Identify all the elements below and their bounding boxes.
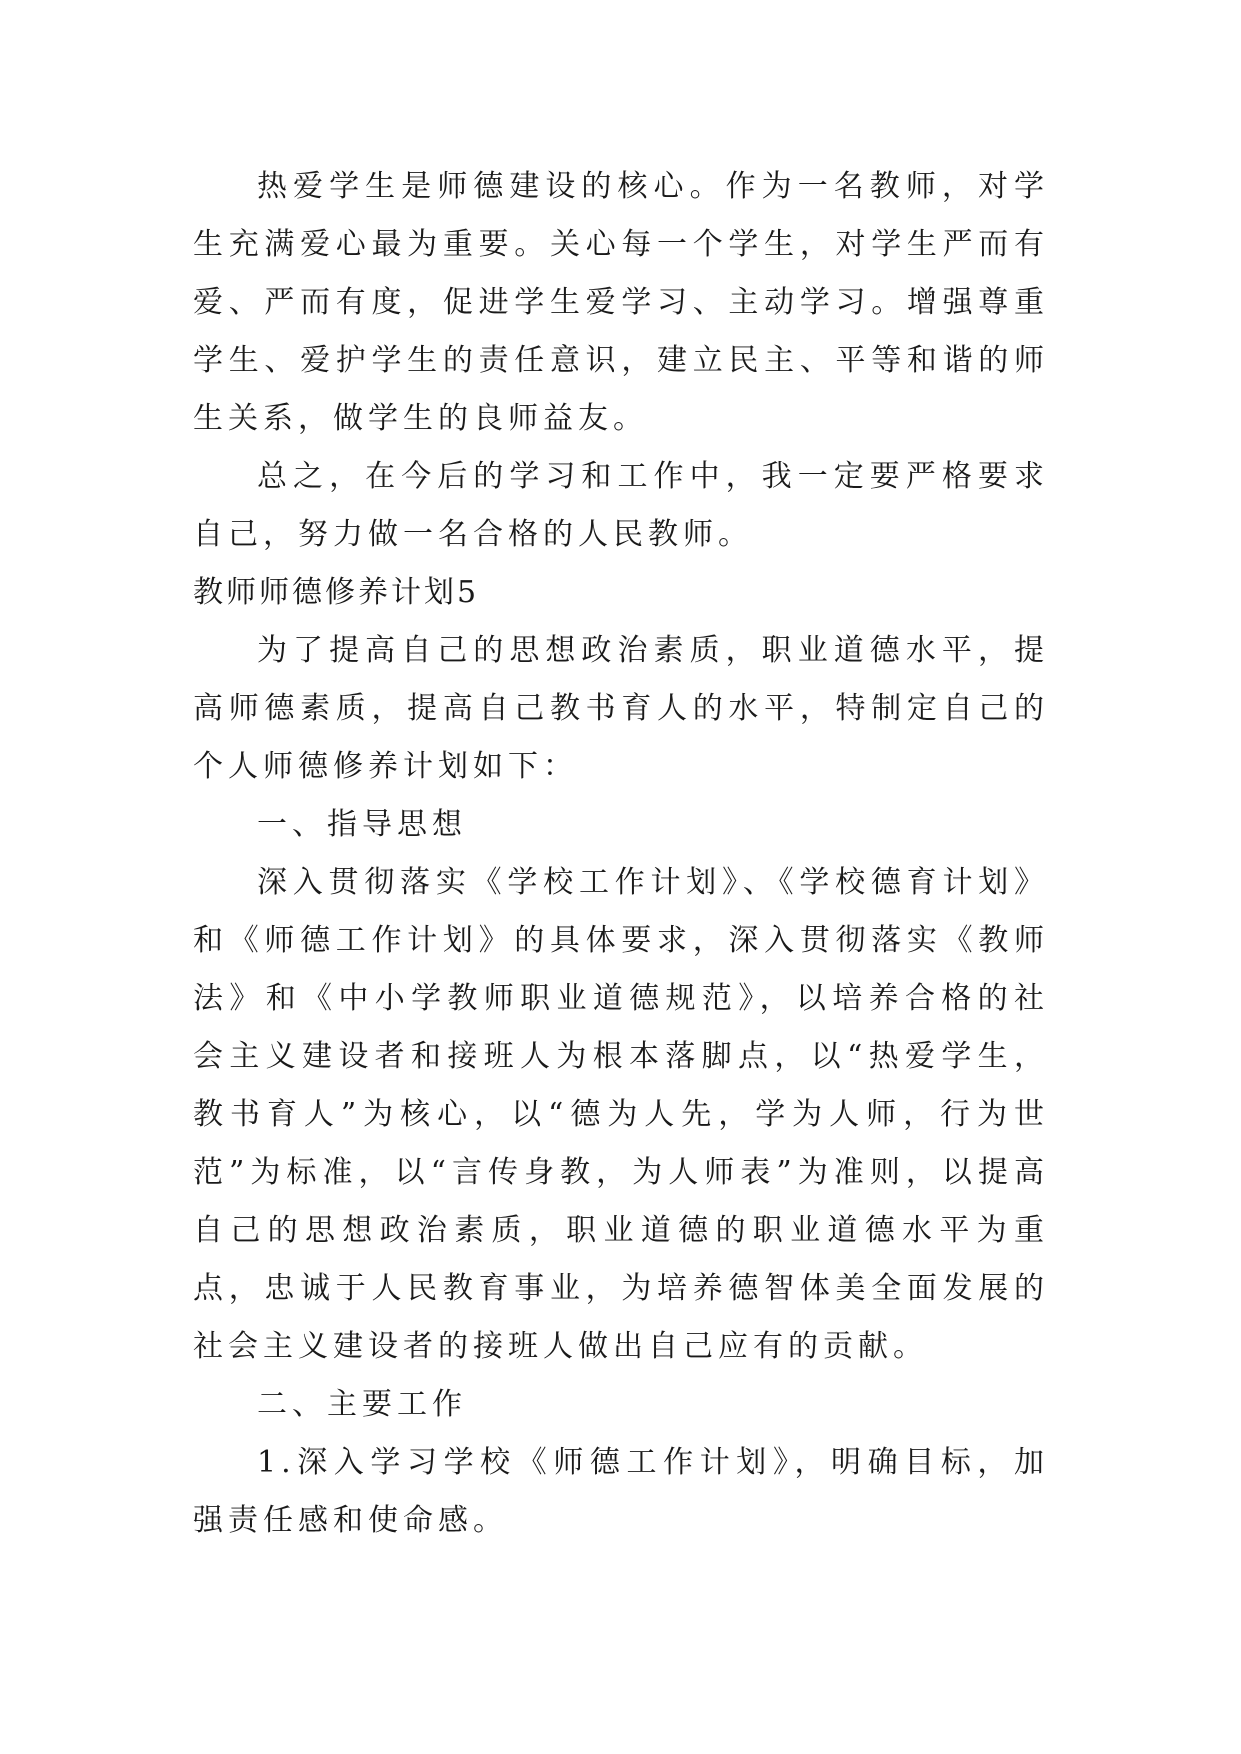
subheading-guiding-ideology: 一、指导思想 (257, 807, 467, 842)
paragraph-main-work-1: 1.深入学习学校《师德工作计划》，明确目标，加强责任感和使命感。 (193, 1445, 1049, 1538)
subheading-main-work: 二、主要工作 (257, 1387, 467, 1422)
document-body (193, 158, 1049, 1550)
paragraph-conclusion: 总之，在今后的学习和工作中，我一定要严格要求自己，努力做一名合格的人民教师。 (193, 459, 1049, 552)
paragraph-intro: 为了提高自己的思想政治素质，职业道德水平，提高师德素质，提高自己教书育人的水平，特制定自己的个人师德修养计划如下： (193, 633, 1049, 784)
paragraph-love-students: 热爱学生是师德建设的核心。作为一名教师，对学生充满爱心最为重要。关心每一个学生，对学生严而有爱、严而有度，促进学生爱学习、主动学习。增强尊重学生、爱护学生的责任意识，建立民主、平等和谐的师生关系，做学生的良师益友。 (193, 169, 1049, 436)
section-title: 教师师德修养计划5 (193, 575, 480, 610)
paragraph-guiding-ideology: 深入贯彻落实《学校工作计划》、《学校德育计划》和《师德工作计划》的具体要求，深入贯彻落实《教师法》和《中小学教师职业道德规范》，以培养合格的社会主义建设者和接班人为根本落脚点，以“热爱学生，教书育人”为核心，以“德为人先，学为人师，行为世范”为标准，以“言传身教，为人师表”为准则，以提高自己的思想政治素质，职业道德的职业道德水平为重点，忠诚于人民教育事业，为培养德智体美全面发展的社会主义建设者的接班人做出自己应有的贡献。 (193, 865, 1049, 1364)
